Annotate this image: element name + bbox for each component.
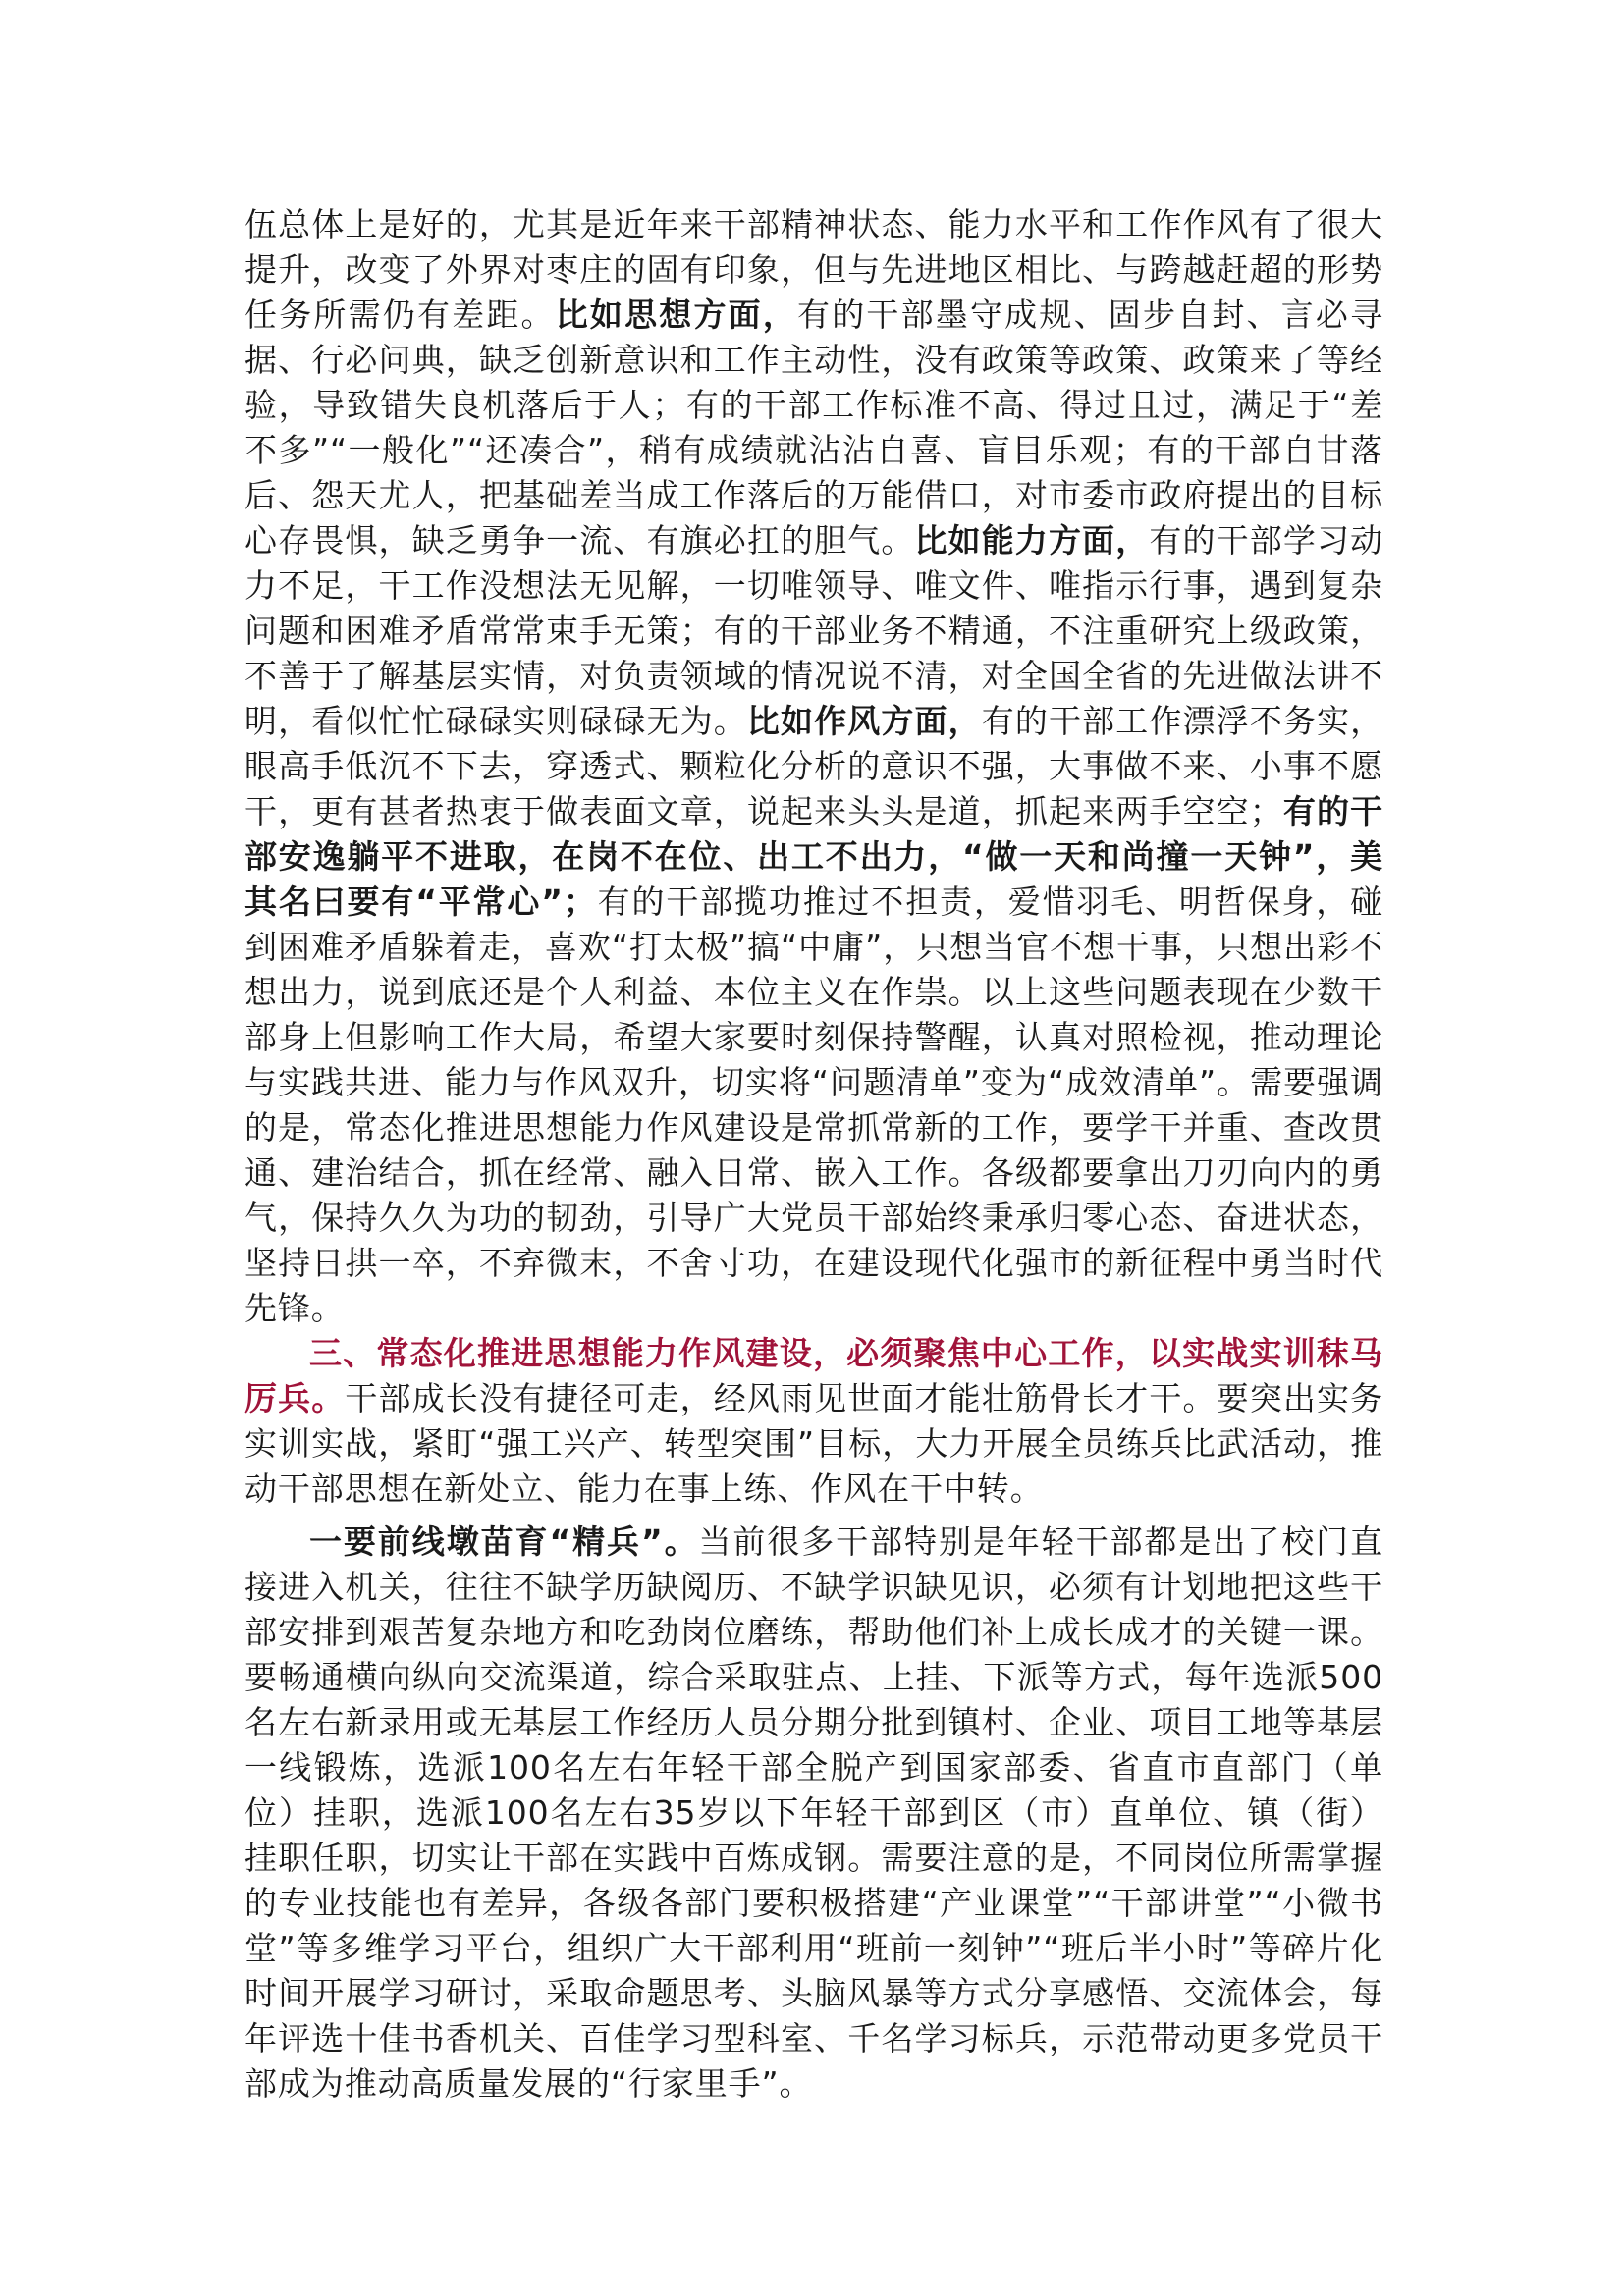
text-run: 当前很多干部特别是年轻干部都是出了校门直接进入机关，往往不缺学历缺阅历、不缺学识缺见识，必须有计划地把这些干部安排到艰苦复杂地方和吃劲岗位磨练，帮助他们补上成长成才的关键一课。要畅通横向纵向交流渠道，综合采取驻点、上挂、下派等方式，每年选派500名左右新录用或无基层工作经历人员分期分批到镇村、企业、项目工地等基层一线锻炼，选派100名左右年轻干部全脱产到国家部委、省直市直部门（单位）挂职，选派100名左右35岁以下年轻干部到区（市）直单位、镇（街）挂职任职，切实让干部在实践中百炼成钢。需要注意的是，不同岗位所需掌握的专业技能也有差异，各级各部门要积极搭建“产业课堂”“干部讲堂”“小微书堂”等多维学习平台，组织广大干部利用“班前一刻钟”“班后半小时”等碎片化时间开展学习研讨，采取命题思考、头脑风暴等方式分享感悟、交流体会，每年评选十佳书香机关、百佳学习型科室、千名学习标兵，示范带动更多党员干部成为推动高质量发展的“行家里手”。: [244, 1522, 1383, 2103]
text-run: 有的干部墨守成规、固步自封、言必寻据、行必问典，缺乏创新意识和工作主动性，没有政策等政策、政策来了等经验，导致错失良机落后于人；有的干部工作标准不高、得过且过，满足于“差不多”“一般化”“还凑合”，稍有成绩就沾沾自喜、盲目乐观；有的干部自甘落后、怨天尤人，把基础差当成工作落后的万能借口，对市委市政府提出的目标心存畏惧，缺乏勇争一流、有旗必扛的胆气。: [244, 295, 1383, 560]
section-heading: 三、常态化推进思想能力作风建设，必须聚焦中心工作，以实战实训秣马厉兵。: [244, 1334, 1383, 1417]
text-run: 有的干部工作漂浮不务实，眼高手低沉不下去，穿透式、颗粒化分析的意识不强，大事做不来、小事不愿干，更有甚者热衷于做表面文章，说起来头头是道，抓起来两手空空；: [244, 702, 1383, 830]
text-run: 有的干部学习动力不足，干工作没想法无见解，一切唯领导、唯文件、唯指示行事，遇到复杂问题和困难矛盾常常束手无策；有的干部业务不精通，不注重研究上级政策，不善于了解基层实情，对负责领域的情况说不清，对全国全省的先进做法讲不明，看似忙忙碌碌实则碌碌无为。: [244, 521, 1384, 740]
bold-text-run: 比如作风方面，: [746, 702, 982, 740]
bold-text-run: 有的干部安逸躺平不进取，在岗不在位、出工不出力，“做一天和尚撞一天钟”，美其名曰要有“平常心”；: [244, 792, 1383, 921]
text-run: 干部成长没有捷径可走，经风雨见世面才能壮筋骨长才干。要突出实务实训实战，紧盯“强工兴产、转型突围”目标，大力开展全员练兵比武活动，推动干部思想在新处立、能力在事上练、作风在干中转。: [244, 1379, 1383, 1508]
bold-text-run: 比如能力方面，: [914, 521, 1150, 560]
document-page: [244, 202, 1383, 2107]
text-run: 有的干部揽功推过不担责，爱惜羽毛、明哲保身，碰到困难矛盾躲着走，喜欢“打太极”搞“中庸”，只想当官不想干事，只想出彩不想出力，说到底还是个人利益、本位主义在作祟。以上这些问题表现在少数干部身上但影响工作大局，希望大家要时刻保持警醒，认真对照检视，推动理论与实践共进、能力与作风双升，切实将“问题清单”变为“成效清单”。需要强调的是，常态化推进思想能力作风建设是常抓常新的工作，要学干并重、查改贯通、建治结合，抓在经常、融入日常、嵌入工作。各级都要拿出刀刃向内的勇气，保持久久为功的韧劲，引导广大党员干部始终秉承归零心态、奋进状态，坚持日拱一卒，不弃微末，不舍寸功，在建设现代化强市的新征程中勇当时代先锋。: [244, 882, 1384, 1327]
paragraph-section-three: [244, 1331, 1383, 1512]
paragraph-frontline-training: [244, 1520, 1383, 2107]
text-run: 伍总体上是好的，尤其是近年来干部精神状态、能力水平和工作作风有了很大提升，改变了外界对枣庄的固有印象，但与先进地区相比、与跨越赶超的形势任务所需仍有差距。: [244, 205, 1383, 334]
bold-text-run: 比如思想方面，: [555, 295, 798, 334]
bold-text-run: 一要前线墩苗育“精兵”。: [309, 1522, 699, 1561]
paragraph-team-assessment: [244, 202, 1383, 1331]
